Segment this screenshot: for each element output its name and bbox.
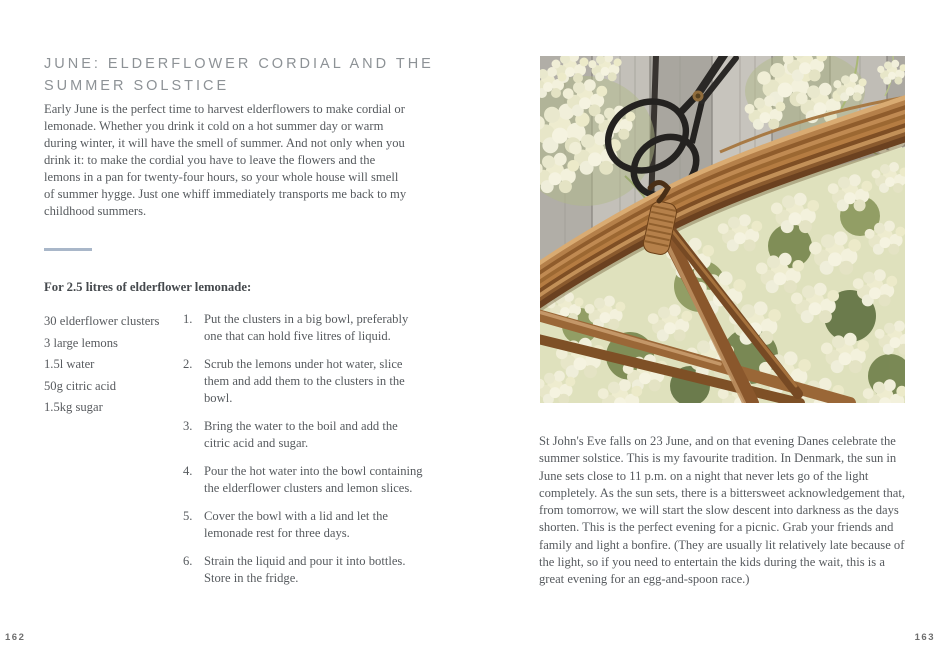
step-number	[183, 418, 204, 452]
step-number	[183, 553, 204, 587]
step-text: Bring the water to the boil and add the citric acid and sugar.	[204, 419, 398, 450]
page-title	[44, 54, 444, 97]
ingredients-list	[44, 311, 189, 419]
step-text: Strain the liquid and pour it into bottles. Store in the fridge.	[204, 554, 406, 585]
recipe-steps-list	[183, 311, 425, 598]
recipe-step	[183, 508, 425, 542]
solstice-paragraph: St John's Eve falls on 23 June, and on that evening Danes celebrate the summer solstice. This is my favourite tradition. In Denmark, the sun in June sets close to 11 p.m. on a night that never lets go of the light completely. As the sun sets, there is a bittersweet acknowledgement that, from tomorrow, we will start the slow descent into darkness as the days shorten. This is the perfect evening for a picnic. Grab your friends and family and light a bonfire. (They are usually lit relatively late because of the light, so if you need to entertain the kids during the wait, this is a great evening for an egg-and-spoon race.)	[539, 434, 906, 587]
section-divider-rule	[44, 248, 92, 251]
recipe-heading: For 2.5 litres of elderflower lemonade:	[44, 280, 252, 294]
step-text: Cover the bowl with a lid and let the lemonade rest for three days.	[204, 509, 388, 540]
step-number	[183, 311, 204, 345]
step-text: Scrub the lemons under hot water, slice them and add them to the clusters in the bowl.	[204, 357, 405, 405]
elderflower-basket-illustration	[540, 56, 905, 403]
recipe-step	[183, 356, 425, 407]
intro-paragraph: Early June is the perfect time to harvest elderflowers to make cordial or lemonade. Whether you drink it cold on a hot summer day or warm during winter, it will have the smell of summer. And not only when you drink it: to make the cordial you have to leave the flowers and the lemons in a pan for twenty-four hours, so your whole house will smell of summer hygge. Just one whiff immediately transports me back to my childhood summers.	[44, 102, 407, 218]
recipe-step	[183, 553, 425, 587]
photo-elderflower-basket	[540, 56, 905, 403]
recipe-step	[183, 418, 425, 452]
step-number	[183, 356, 204, 407]
page-number-left: 162	[5, 632, 26, 643]
ingredient-item: 3 large lemons	[44, 335, 118, 350]
step-text: Pour the hot water into the bowl containing the elderflower clusters and lemon slices.	[204, 464, 423, 495]
recipe-step	[183, 311, 425, 345]
step-number	[183, 463, 204, 497]
step-text: Put the clusters in a big bowl, preferably one that can hold five litres of liquid.	[204, 312, 409, 343]
ingredient-item: 1.5kg sugar	[44, 400, 103, 414]
page-number-right: 163	[914, 632, 935, 643]
ingredient-item: 50g citric acid	[44, 378, 117, 393]
recipe-step	[183, 463, 425, 497]
page-title-line2: SUMMER SOLSTICE	[44, 77, 230, 94]
step-number	[183, 508, 204, 542]
ingredient-item: 1.5l water	[44, 357, 95, 371]
page-title-line1: JUNE: ELDERFLOWER CORDIAL AND THE	[44, 56, 434, 72]
ingredient-item: 30 elderflower clusters	[44, 314, 160, 328]
